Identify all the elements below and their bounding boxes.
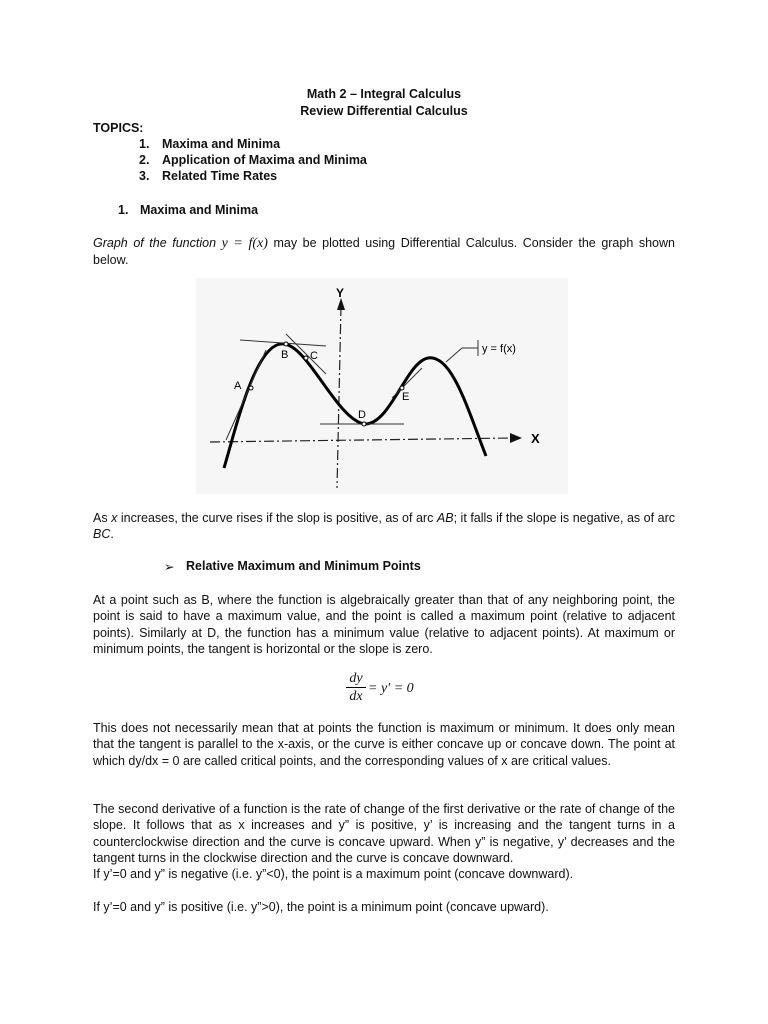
x-axis-label: X xyxy=(531,431,540,446)
subheading: Relative Maximum and Minimum Points xyxy=(186,559,421,573)
intro-text-italic: Graph of the function xyxy=(93,236,222,250)
topic-number: 2. xyxy=(139,153,150,167)
point-b-marker xyxy=(284,342,288,346)
topic-item: Application of Maxima and Minima xyxy=(162,153,367,167)
intro-paragraph xyxy=(93,235,675,269)
equation-fraction xyxy=(346,671,366,704)
point-e-marker xyxy=(400,386,404,390)
arc-bc: BC xyxy=(93,527,111,542)
minimum-rule: If y’=0 and y” is positive (i.e. y”>0), the point is a minimum point (concave upward). xyxy=(93,900,549,914)
point-a-marker xyxy=(249,386,253,390)
section-heading: Maxima and Minima xyxy=(140,203,259,217)
topics-label: TOPICS: xyxy=(93,121,144,135)
maximum-rule: If y’=0 and y” is negative (i.e. y”<0), the point is a maximum point (concave downward). xyxy=(93,867,574,881)
arrow-bullet-icon: ➢ xyxy=(164,560,175,574)
point-label-e: E xyxy=(402,391,410,403)
topic-item: Maxima and Minima xyxy=(162,137,281,151)
slope-text: As xyxy=(93,511,112,525)
point-label-a: A xyxy=(234,380,242,392)
slope-text: increases, the curve rises if the slop is positive, as of arc xyxy=(117,511,437,525)
document-subtitle: Review Differential Calculus xyxy=(300,104,468,118)
intro-text: may be plotted using Differential Calculus. Consider the graph shown below. xyxy=(93,236,675,268)
slope-var: x xyxy=(111,511,118,525)
section-number: 1. xyxy=(118,203,129,217)
point-label-d: D xyxy=(358,409,366,421)
point-c-marker xyxy=(304,356,308,360)
fraction-denominator: dx xyxy=(349,689,363,704)
arc-ab: AB xyxy=(436,511,454,525)
function-notation: y = f(x) xyxy=(221,236,268,251)
slope-text: . xyxy=(110,527,114,542)
slope-text: ; it falls if the slope is negative, as of arc xyxy=(453,511,675,525)
fraction-bar xyxy=(346,687,366,688)
function-graph-figure xyxy=(196,278,568,494)
topic-number: 1. xyxy=(139,137,150,151)
topic-number: 3. xyxy=(139,169,150,183)
curve-label: y = f(x) xyxy=(482,343,516,355)
slope-paragraph xyxy=(93,510,675,543)
equation-rhs: = y′ = 0 xyxy=(368,681,414,696)
topic-item: Related Time Rates xyxy=(162,169,278,183)
y-axis-label: Y xyxy=(336,286,345,300)
document-title: Math 2 – Integral Calculus xyxy=(306,87,462,101)
point-label-c: C xyxy=(310,350,318,362)
second-derivative-paragraph: The second derivative of a function is the rate of change of the first derivative or the rate of change of the slope. It follows that as x increases and y” is positive, y’ is increasing and the tangent turns in a counterclockwise direction and the curve is concave upward. When y” is negative, y’ decreases and the tangent turns in the clockwise direction and the curve is concave downward. xyxy=(93,802,675,865)
point-d-marker xyxy=(362,422,366,426)
critical-points-paragraph: This does not necessarily mean that at points the function is maximum or minimum. It does only mean that the tangent is parallel to the x-axis, or the curve is either concave up or concave down. The point at which dy/dx = 0 are called critical points, and the corresponding values of x are critical values. xyxy=(93,721,675,768)
point-label-b: B xyxy=(281,349,289,361)
fraction-numerator: dy xyxy=(349,671,363,686)
maxmin-paragraph: At a point such as B, where the function is algebraically greater than that of any neighboring point, the point is said to have a maximum value, and the point is called a maximum point (relative to adjacent points). Similarly at D, the function has a minimum value (relative to adjacent points). At maximum or minimum points, the tangent is horizontal or the slope is zero. xyxy=(93,593,675,656)
